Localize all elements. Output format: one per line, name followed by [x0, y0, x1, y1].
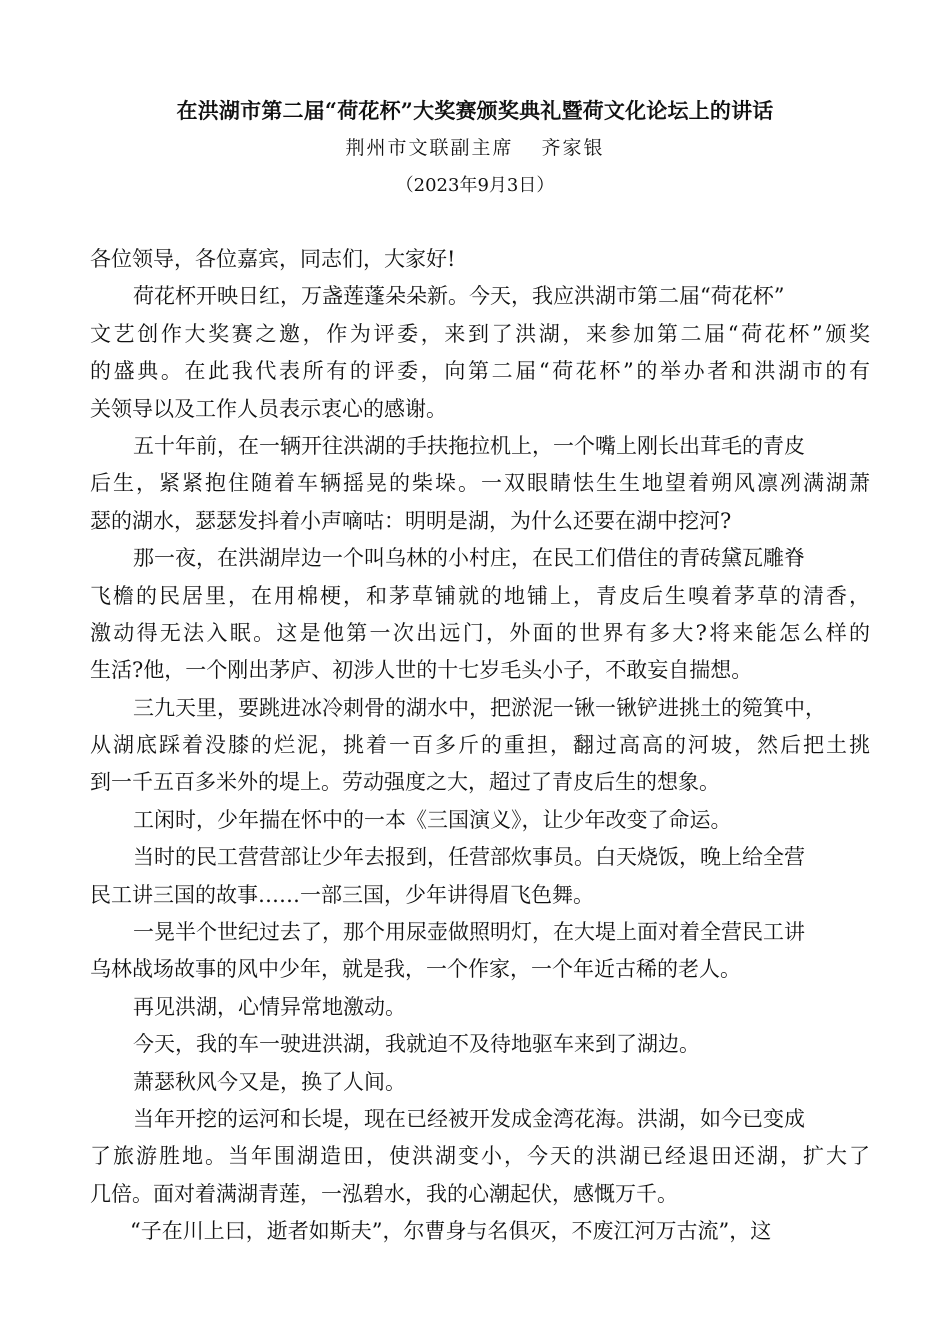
- text-line: 后生，紧紧抱住随着车辆摇晃的柴垛。一双眼睛怯生生地望着朔风凛冽满湖萧: [90, 471, 870, 496]
- speech-title: 在洪湖市第二届“荷花杯”大奖赛颁奖典礼暨荷文化论坛上的讲话: [176, 98, 774, 123]
- text-line: 今天，我的车一驶进洪湖，我就迫不及待地驱车来到了湖边。: [133, 1032, 700, 1057]
- text-line: 的盛典。在此我代表所有的评委，向第二届“荷花杯”的举办者和洪湖市的有: [90, 359, 870, 384]
- author-line: [0, 134, 950, 162]
- text-line: 几倍。面对着满湖青莲，一泓碧水，我的心潮起伏，感慨万千。: [90, 1181, 678, 1206]
- text-line: 关领导以及工作人员表示衷心的感谢。: [90, 396, 447, 421]
- text-line: 文艺创作大奖赛之邀，作为评委，来到了洪湖，来参加第二届“荷花杯”颁奖: [90, 321, 870, 346]
- text-line: 从湖底踩着没膝的烂泥，挑着一百多斤的重担，翻过高高的河坡，然后把土挑: [90, 733, 870, 758]
- text-line: 三九天里，要跳进冰冷刺骨的湖水中，把淤泥一锹一锹铲进挑土的箢箕中，: [133, 695, 826, 720]
- speech-date: （2023年9月3日）: [395, 175, 555, 196]
- text-line: 乌林战场故事的风中少年，就是我，一个作家，一个年近古稀的老人。: [90, 957, 741, 982]
- text-line: 生活?他，一个刚出茅庐、初涉人世的十七岁毛头小子，不敢妄自揣想。: [90, 658, 753, 683]
- author-role: 荆州市文联副主席: [345, 137, 514, 159]
- text-line: “子在川上曰，逝者如斯夫”，尔曹身与名俱灭，不废江河万古流”，这: [130, 1219, 772, 1244]
- text-line: 到一千五百多米外的堤上。劳动强度之大，超过了青皮后生的想象。: [90, 770, 720, 795]
- text-line: 了旅游胜地。当年围湖造田，使洪湖变小，今天的洪湖已经退田还湖，扩大了: [90, 1144, 870, 1169]
- text-line: 五十年前，在一辆开往洪湖的手扶拖拉机上，一个嘴上刚长出茸毛的青皮: [133, 433, 805, 458]
- text-line: 一晃半个世纪过去了，那个用尿壶做照明灯，在大堤上面对着全营民工讲: [133, 920, 805, 945]
- text-line: 飞檐的民居里，在用棉梗，和茅草铺就的地铺上，青皮后生嗅着茅草的清香，: [90, 583, 870, 608]
- author-name: 齐家银: [541, 137, 605, 159]
- text-line: 当年开挖的运河和长堤，现在已经被开发成金湾花海。洪湖，如今已变成: [133, 1106, 805, 1131]
- text-line: 当时的民工营营部让少年去报到，任营部炊事员。白天烧饭，晚上给全营: [133, 845, 805, 870]
- speech-body: [90, 242, 870, 1252]
- text-line: 荷花杯开映日红，万盏莲蓬朵朵新。今天，我应洪湖市第二届“荷花杯”: [133, 284, 785, 309]
- text-line: 各位领导，各位嘉宾，同志们，大家好!: [90, 247, 456, 271]
- text-line: 民工讲三国的故事……一部三国，少年讲得眉飞色舞。: [90, 882, 594, 907]
- text-line: 那一夜，在洪湖岸边一个叫乌林的小村庄，在民工们借住的青砖黛瓦雕脊: [133, 546, 805, 571]
- text-line: 再见洪湖，心情异常地激动。: [133, 994, 406, 1019]
- text-line: 瑟的湖水，瑟瑟发抖着小声嘀咕：明明是湖，为什么还要在湖中挖河?: [90, 508, 732, 533]
- text-line: 激动得无法入眠。这是他第一次出远门，外面的世界有多大?将来能怎么样的: [90, 620, 870, 645]
- text-line: 萧瑟秋风今又是，换了人间。: [133, 1069, 406, 1094]
- text-line: 工闲时，少年揣在怀中的一本《三国演义》，让少年改变了命运。: [133, 807, 732, 832]
